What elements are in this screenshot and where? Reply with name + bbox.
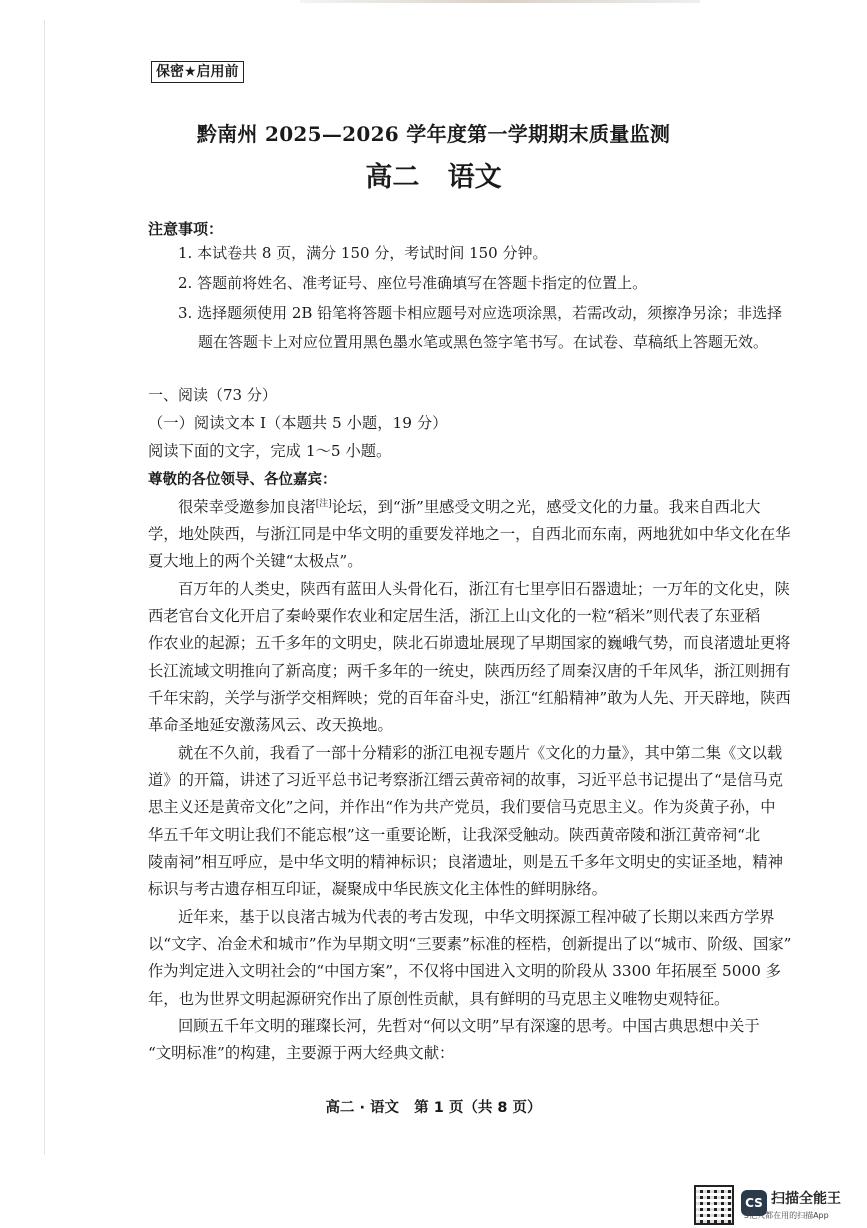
- note-item-continuation: 题在答题卡上对应位置用黑色墨水笔或黑色签字笔书写。在试卷、草稿纸上答题无效。: [198, 333, 769, 351]
- passage-line: 夏大地上的两个关键“太极点”。: [148, 552, 363, 570]
- section-heading: 一、阅读（73 分）: [148, 386, 277, 404]
- passage-line: 千年宋韵，关学与浙学交相辉映；党的百年奋斗史，浙江“红船精神”敢为人先、开天辟地，陕西: [148, 689, 791, 707]
- reading-instruction: 阅读下面的文字，完成 1～5 小题。: [148, 442, 392, 460]
- passage-line: 长江流域文明推向了新高度；两千多年的一统史，陕西历经了周秦汉唐的千年风华，浙江则拥有: [148, 662, 791, 680]
- scanner-app-tagline: 3亿人都在用的扫描App: [744, 1211, 829, 1220]
- qr-code-icon: [696, 1187, 732, 1223]
- passage-line: 百万年的人类史，陕西有蓝田人头骨化石，浙江有七里亭旧石器遗址；一万年的文化史，陕: [178, 580, 790, 598]
- passage-line: “文明标准”的构建，主要源于两大经典文献：: [148, 1044, 455, 1062]
- passage-line: 华五千年文明让我们不能忘根”这一重要论断，让我深受触动。陕西黄帝陵和浙江黄帝祠“北: [148, 826, 761, 844]
- passage-line: 就在不久前，我看了一部十分精彩的浙江电视专题片《文化的力量》，其中第二集《文以载: [178, 744, 783, 762]
- passage-line: 回顾五千年文明的璀璨长河，先哲对“何以文明”早有深邃的思考。中国古典思想中关于: [178, 1017, 760, 1035]
- letter-greeting: 尊敬的各位领导、各位嘉宾：: [148, 472, 337, 488]
- passage-line: 陵南祠”相互呼应，是中华文明的精神标识；良渚遗址，则是五千多年文明史的实证圣地，精神: [148, 853, 783, 871]
- exam-title: 黔南州 2025—2026 学年度第一学期期末质量监测: [196, 122, 671, 146]
- footnote-marker: [注]: [315, 498, 332, 509]
- passage-line: 学，地处陕西，与浙江同是中华文明的重要发祥地之一，自西北而东南，两地犹如中华文化在华: [148, 525, 791, 543]
- note-item: 1. 本试卷共 8 页，满分 150 分，考试时间 150 分钟。: [178, 244, 548, 262]
- passage-line: 作农业的起源；五千多年的文明史，陕北石峁遗址展现了早期国家的巍峨气势，而良渚遗址更将: [148, 634, 791, 652]
- page-footer: 高二 · 语文 第 1 页（共 8 页）: [325, 1100, 542, 1116]
- passage-line: 革命圣地延安激荡风云、改天换地。: [148, 716, 393, 734]
- passage-line: 年，也为世界文明起源研究作出了原创性贡献，具有鲜明的马克思主义唯物史观特征。: [148, 990, 730, 1008]
- scan-shadow: [300, 0, 700, 3]
- passage-line: 思主义还是黄帝文化”之问，并作出“作为共产党员，我们要信马克思主义。作为炎黄子孙，中: [148, 798, 776, 816]
- section-subheading: （一）阅读文本 I（本题共 5 小题，19 分）: [148, 414, 448, 432]
- passage-line: 很荣幸受邀参加良渚[注]论坛，到“浙”里感受文明之光，感受文化的力量。我来自西北大: [178, 498, 761, 516]
- note-item: 2. 答题前将姓名、准考证号、座位号准确填写在答题卡指定的位置上。: [178, 274, 648, 292]
- subject-title: 高二 语文: [365, 162, 502, 193]
- passage-line: 近年来，基于以良渚古城为代表的考古发现，中华文明探源工程冲破了长期以来西方学界: [178, 908, 775, 926]
- scanner-app-icon: CS: [741, 1190, 767, 1216]
- scanner-app-name: 扫描全能王: [771, 1191, 841, 1207]
- passage-line: 西老官台文化开启了秦岭粟作农业和定居生活，浙江上山文化的一粒“稻米”则代表了东亚稻: [148, 607, 761, 625]
- passage-line: 道》的开篇，讲述了习近平总书记考察浙江缙云黄帝祠的故事，习近平总书记提出了“是信马克: [148, 771, 783, 789]
- notes-heading: 注意事项：: [148, 220, 224, 238]
- passage-line: 作为判定进入文明社会的“中国方案”，不仅将中国进入文明的阶段从 3300 年拓展至 5000 多: [148, 962, 782, 980]
- passage-line: 以“文字、冶金术和城市”作为早期文明“三要素”标准的桎梏，创新提出了以“城市、阶级、国家”: [148, 935, 792, 953]
- note-item: 3. 选择题须使用 2B 铅笔将答题卡相应题号对应选项涂黑，若需改动，须擦净另涂；非选择: [178, 304, 783, 322]
- confidential-stamp: 保密★启用前: [151, 61, 244, 83]
- passage-line: 标识与考古遗存相互印证，凝聚成中华民族文化主体性的鲜明脉络。: [148, 880, 607, 898]
